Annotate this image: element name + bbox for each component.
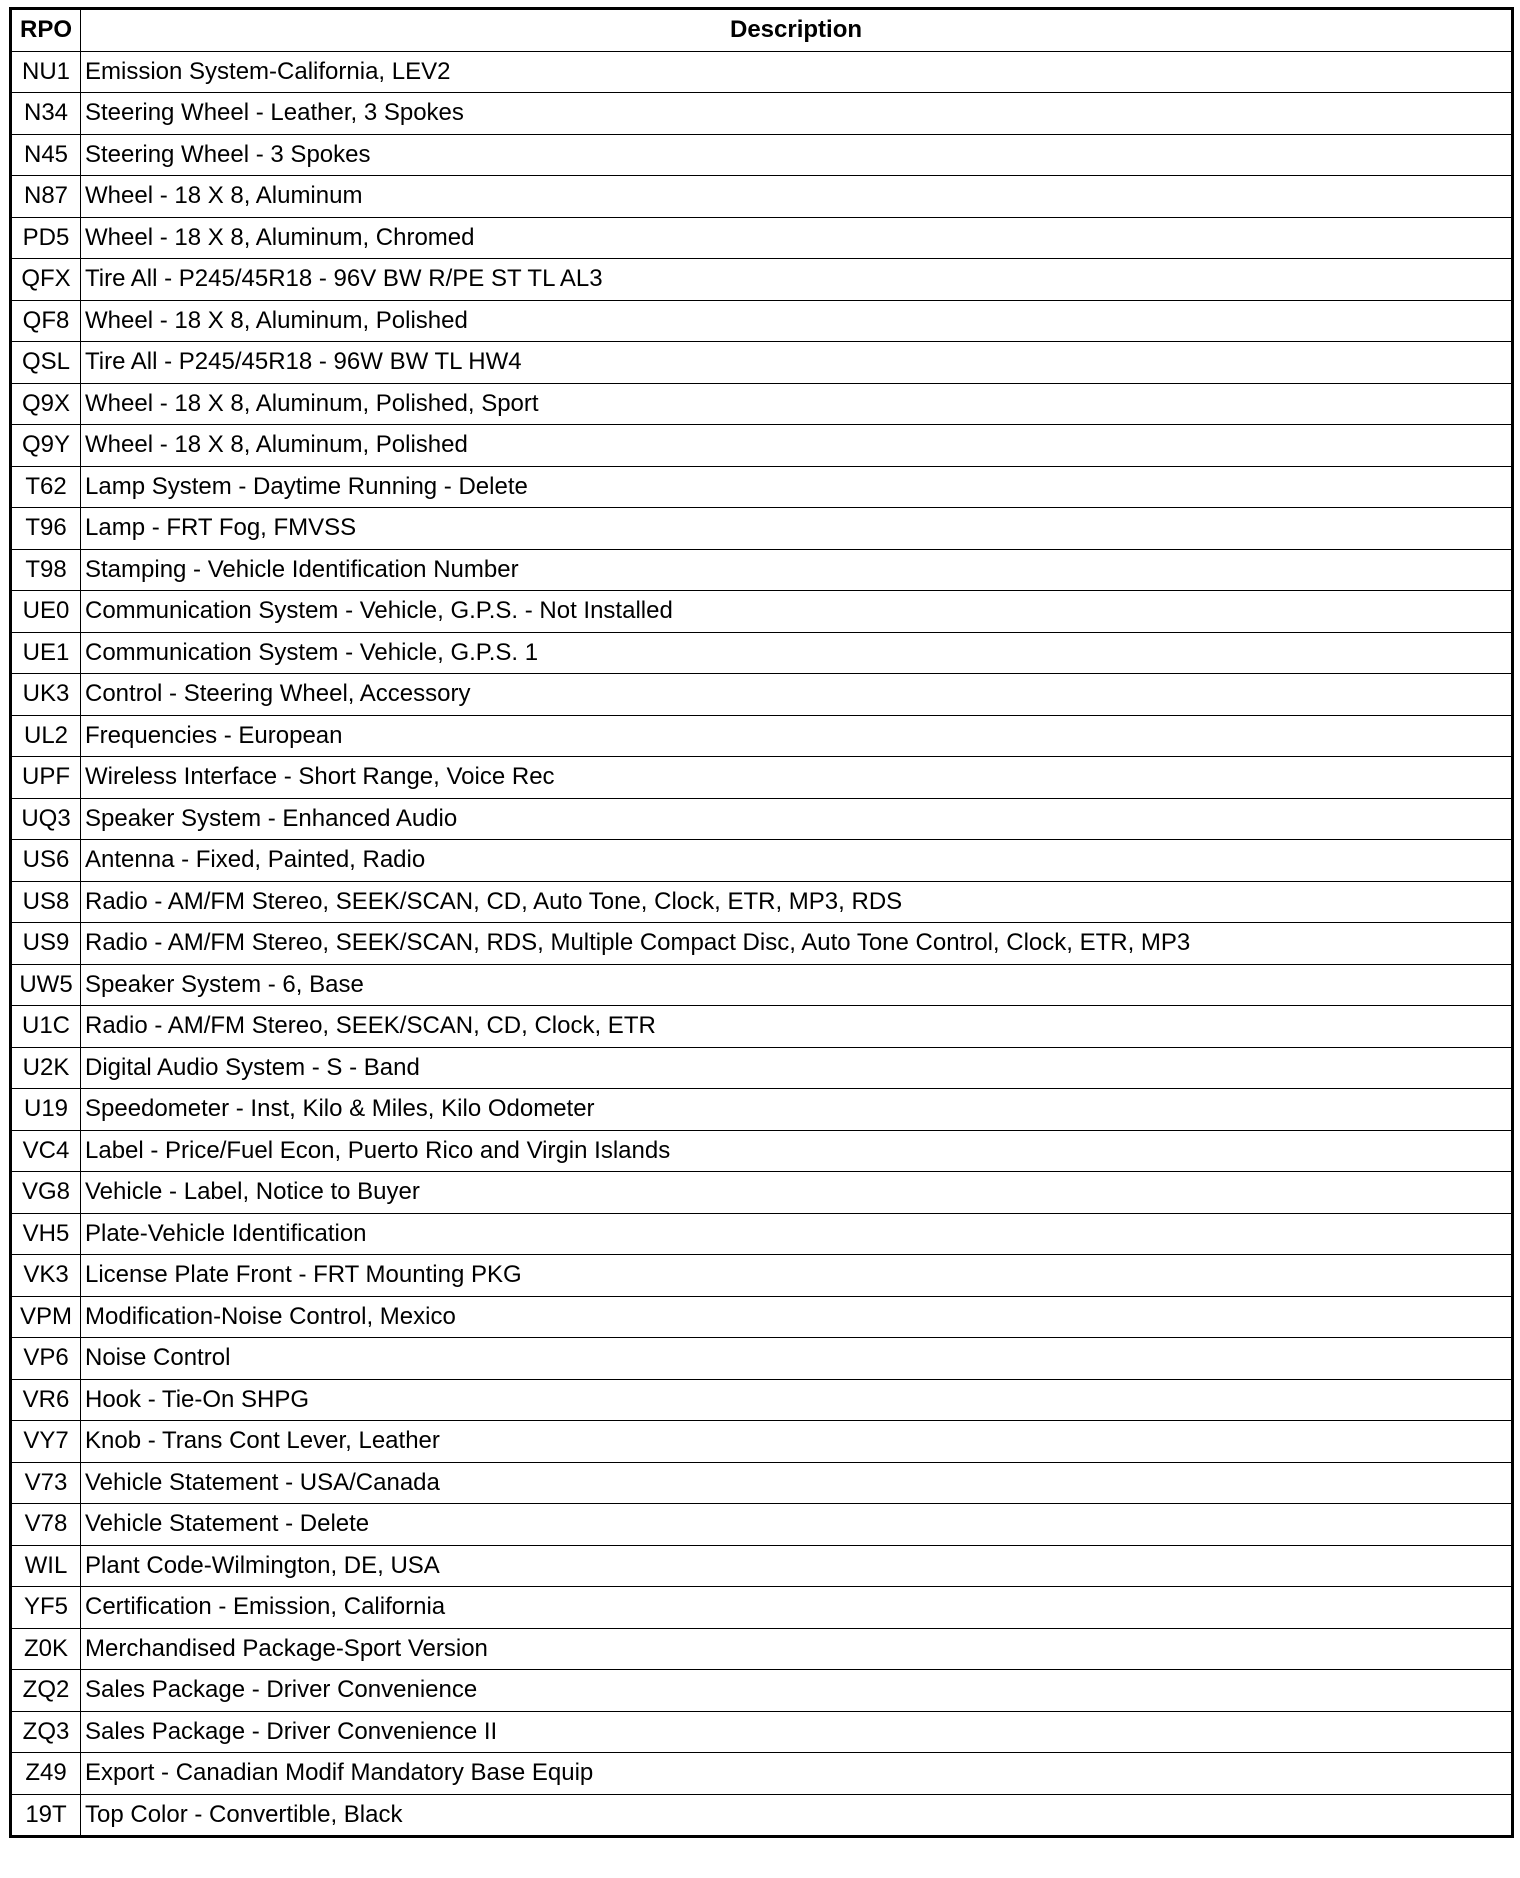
rpo-code-cell: ZQ3 (11, 1711, 81, 1753)
description-cell: Sales Package - Driver Convenience (81, 1670, 1513, 1712)
description-cell: Control - Steering Wheel, Accessory (81, 674, 1513, 716)
description-cell: Plant Code-Wilmington, DE, USA (81, 1545, 1513, 1587)
table-row (11, 1006, 1513, 1048)
table-row (11, 798, 1513, 840)
table-row (11, 1711, 1513, 1753)
description-cell: Vehicle Statement - USA/Canada (81, 1462, 1513, 1504)
rpo-code-cell: U1C (11, 1006, 81, 1048)
rpo-column-header: RPO (11, 9, 81, 52)
rpo-code-cell: Q9Y (11, 425, 81, 467)
rpo-code-cell: UE0 (11, 591, 81, 633)
table-row (11, 1130, 1513, 1172)
description-cell: Certification - Emission, California (81, 1587, 1513, 1629)
table-row (11, 383, 1513, 425)
rpo-code-cell: VH5 (11, 1213, 81, 1255)
table-header-row (11, 9, 1513, 52)
table-row (11, 840, 1513, 882)
rpo-code-cell: WIL (11, 1545, 81, 1587)
description-cell: Label - Price/Fuel Econ, Puerto Rico and Virgin Islands (81, 1130, 1513, 1172)
rpo-code-cell: US9 (11, 923, 81, 965)
rpo-code-cell: UK3 (11, 674, 81, 716)
table-row (11, 549, 1513, 591)
description-cell: Knob - Trans Cont Lever, Leather (81, 1421, 1513, 1463)
rpo-code-cell: U19 (11, 1089, 81, 1131)
table-row (11, 591, 1513, 633)
rpo-code-cell: QFX (11, 259, 81, 301)
rpo-code-cell: V73 (11, 1462, 81, 1504)
rpo-table (9, 7, 1514, 1838)
rpo-code-cell: N87 (11, 176, 81, 218)
rpo-code-cell: QF8 (11, 300, 81, 342)
description-cell: Noise Control (81, 1338, 1513, 1380)
rpo-code-cell: UPF (11, 757, 81, 799)
rpo-code-cell: VY7 (11, 1421, 81, 1463)
table-row (11, 923, 1513, 965)
description-cell: Lamp - FRT Fog, FMVSS (81, 508, 1513, 550)
rpo-code-cell: T98 (11, 549, 81, 591)
description-cell: Merchandised Package-Sport Version (81, 1628, 1513, 1670)
rpo-code-cell: T96 (11, 508, 81, 550)
description-cell: Tire All - P245/45R18 - 96W BW TL HW4 (81, 342, 1513, 384)
table-row (11, 1753, 1513, 1795)
table-row (11, 217, 1513, 259)
rpo-code-cell: UE1 (11, 632, 81, 674)
description-cell: Digital Audio System - S - Band (81, 1047, 1513, 1089)
rpo-code-cell: US8 (11, 881, 81, 923)
rpo-code-cell: 19T (11, 1794, 81, 1837)
rpo-code-cell: Q9X (11, 383, 81, 425)
table-row (11, 300, 1513, 342)
table-row (11, 881, 1513, 923)
rpo-code-cell: VC4 (11, 1130, 81, 1172)
table-body (11, 51, 1513, 1837)
table-row (11, 757, 1513, 799)
table-row (11, 1421, 1513, 1463)
rpo-code-cell: U2K (11, 1047, 81, 1089)
rpo-code-cell: VPM (11, 1296, 81, 1338)
description-cell: Modification-Noise Control, Mexico (81, 1296, 1513, 1338)
description-cell: Frequencies - European (81, 715, 1513, 757)
table-row (11, 259, 1513, 301)
description-cell: Top Color - Convertible, Black (81, 1794, 1513, 1837)
rpo-code-cell: Z49 (11, 1753, 81, 1795)
description-cell: Radio - AM/FM Stereo, SEEK/SCAN, CD, Clock, ETR (81, 1006, 1513, 1048)
description-cell: Radio - AM/FM Stereo, SEEK/SCAN, CD, Auto Tone, Clock, ETR, MP3, RDS (81, 881, 1513, 923)
table-row (11, 1296, 1513, 1338)
table-row (11, 466, 1513, 508)
description-cell: Emission System-California, LEV2 (81, 51, 1513, 93)
description-cell: Wheel - 18 X 8, Aluminum, Chromed (81, 217, 1513, 259)
table-row (11, 1670, 1513, 1712)
description-cell: Wireless Interface - Short Range, Voice Rec (81, 757, 1513, 799)
table-row (11, 1587, 1513, 1629)
table-row (11, 176, 1513, 218)
rpo-code-cell: VP6 (11, 1338, 81, 1380)
description-cell: Speaker System - Enhanced Audio (81, 798, 1513, 840)
description-cell: Vehicle - Label, Notice to Buyer (81, 1172, 1513, 1214)
description-cell: Antenna - Fixed, Painted, Radio (81, 840, 1513, 882)
table-row (11, 715, 1513, 757)
description-cell: Wheel - 18 X 8, Aluminum, Polished (81, 300, 1513, 342)
rpo-code-cell: QSL (11, 342, 81, 384)
table-row (11, 964, 1513, 1006)
rpo-code-cell: UQ3 (11, 798, 81, 840)
table-row (11, 1255, 1513, 1297)
table-row (11, 1172, 1513, 1214)
description-cell: Steering Wheel - 3 Spokes (81, 134, 1513, 176)
table-row (11, 51, 1513, 93)
description-cell: Radio - AM/FM Stereo, SEEK/SCAN, RDS, Multiple Compact Disc, Auto Tone Control, Clock, ETR, MP3 (81, 923, 1513, 965)
table-row (11, 1628, 1513, 1670)
rpo-code-cell: N45 (11, 134, 81, 176)
table-row (11, 134, 1513, 176)
rpo-code-sheet (9, 7, 1511, 1838)
description-column-header: Description (81, 9, 1513, 52)
rpo-code-cell: Z0K (11, 1628, 81, 1670)
table-row (11, 1545, 1513, 1587)
rpo-code-cell: YF5 (11, 1587, 81, 1629)
description-cell: Wheel - 18 X 8, Aluminum, Polished, Sport (81, 383, 1513, 425)
description-cell: Sales Package - Driver Convenience II (81, 1711, 1513, 1753)
table-row (11, 1379, 1513, 1421)
description-cell: Stamping - Vehicle Identification Number (81, 549, 1513, 591)
table-row (11, 425, 1513, 467)
description-cell: License Plate Front - FRT Mounting PKG (81, 1255, 1513, 1297)
description-cell: Tire All - P245/45R18 - 96V BW R/PE ST TL AL3 (81, 259, 1513, 301)
rpo-code-cell: VR6 (11, 1379, 81, 1421)
table-row (11, 1462, 1513, 1504)
table-row (11, 1089, 1513, 1131)
description-cell: Communication System - Vehicle, G.P.S. - Not Installed (81, 591, 1513, 633)
description-cell: Hook - Tie-On SHPG (81, 1379, 1513, 1421)
table-row (11, 632, 1513, 674)
rpo-code-cell: VK3 (11, 1255, 81, 1297)
description-cell: Export - Canadian Modif Mandatory Base Equip (81, 1753, 1513, 1795)
rpo-code-cell: US6 (11, 840, 81, 882)
rpo-code-cell: PD5 (11, 217, 81, 259)
rpo-code-cell: UL2 (11, 715, 81, 757)
description-cell: Plate-Vehicle Identification (81, 1213, 1513, 1255)
table-row (11, 1504, 1513, 1546)
rpo-code-cell: T62 (11, 466, 81, 508)
table-row (11, 1794, 1513, 1837)
rpo-code-cell: N34 (11, 93, 81, 135)
table-row (11, 674, 1513, 716)
rpo-code-cell: UW5 (11, 964, 81, 1006)
table-row (11, 1047, 1513, 1089)
table-row (11, 1213, 1513, 1255)
description-cell: Speaker System - 6, Base (81, 964, 1513, 1006)
description-cell: Vehicle Statement - Delete (81, 1504, 1513, 1546)
rpo-code-cell: ZQ2 (11, 1670, 81, 1712)
rpo-code-cell: NU1 (11, 51, 81, 93)
description-cell: Lamp System - Daytime Running - Delete (81, 466, 1513, 508)
description-cell: Wheel - 18 X 8, Aluminum, Polished (81, 425, 1513, 467)
table-row (11, 1338, 1513, 1380)
description-cell: Communication System - Vehicle, G.P.S. 1 (81, 632, 1513, 674)
table-row (11, 93, 1513, 135)
description-cell: Steering Wheel - Leather, 3 Spokes (81, 93, 1513, 135)
table-row (11, 508, 1513, 550)
rpo-code-cell: VG8 (11, 1172, 81, 1214)
description-cell: Wheel - 18 X 8, Aluminum (81, 176, 1513, 218)
table-row (11, 342, 1513, 384)
rpo-code-cell: V78 (11, 1504, 81, 1546)
description-cell: Speedometer - Inst, Kilo & Miles, Kilo Odometer (81, 1089, 1513, 1131)
